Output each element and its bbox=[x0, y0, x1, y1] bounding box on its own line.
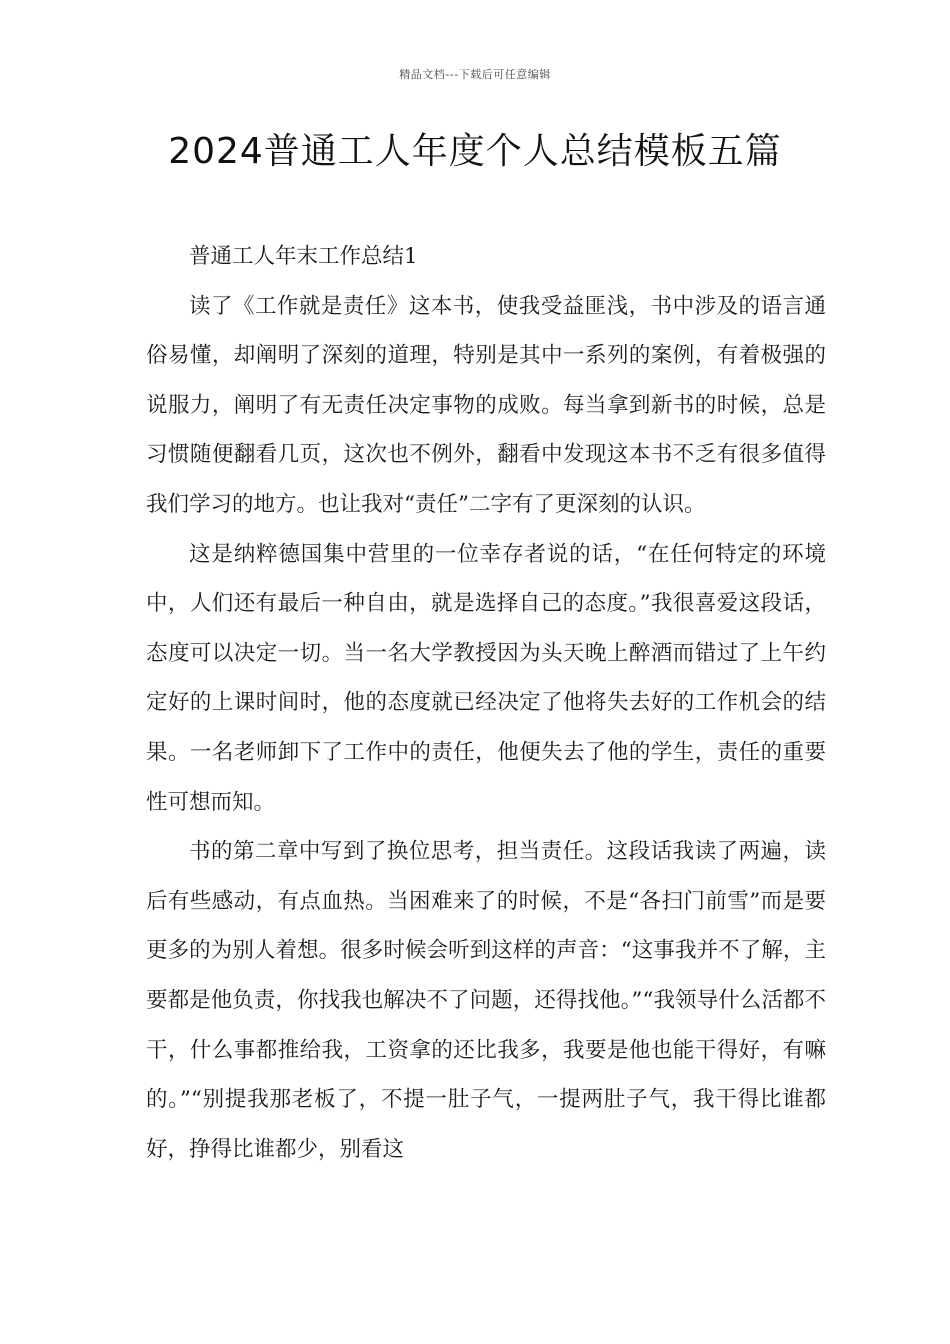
paragraph: 书的第二章中写到了换位思考，担当责任。这段话我读了两遍，读后有些感动，有点血热。当困难来了的时候，不是“各扫门前雪”而是要更多的为别人着想。很多时候会听到这样的声音：“这事我并不了解，主要都是他负责，你找我也解决不了问题，还得找他。”“我领导什么活都不干，什么事都推给我，工资拿的还比我多，我要是他也能干得好，有嘛的。”“别提我那老板了，不提一肚子气，一提两肚子气，我干得比谁都好，挣得比谁都少，别看这 bbox=[146, 839, 826, 1162]
section-heading: 普通工人年末工作总结1 bbox=[189, 244, 418, 269]
document-body bbox=[146, 232, 826, 1174]
header-note: 精品文档---下载后可任意编辑 bbox=[399, 68, 551, 81]
paragraph: 读了《工作就是责任》这本书，使我受益匪浅，书中涉及的语言通俗易懂，却阐明了深刻的道理，特别是其中一系列的案例，有着极强的说服力，阐明了有无责任决定事物的成败。每当拿到新书的时候，总是习惯随便翻看几页，这次也不例外，翻看中发现这本书不乏有很多值得我们学习的地方。也让我对“责任”二字有了更深刻的认识。 bbox=[146, 293, 826, 517]
document-title: 2024普通工人年度个人总结模板五篇 bbox=[168, 131, 782, 172]
paragraph: 这是纳粹德国集中营里的一位幸存者说的话，“在任何特定的环境中，人们还有最后一种自由，就是选择自己的态度。”我很喜爱这段话，态度可以决定一切。当一名大学教授因为头天晚上醉酒而错过了上午约定好的上课时间时，他的态度就已经决定了他将失去好的工作机会的结果。一名老师卸下了工作中的责任，他便失去了他的学生，责任的重要性可想而知。 bbox=[146, 541, 826, 815]
